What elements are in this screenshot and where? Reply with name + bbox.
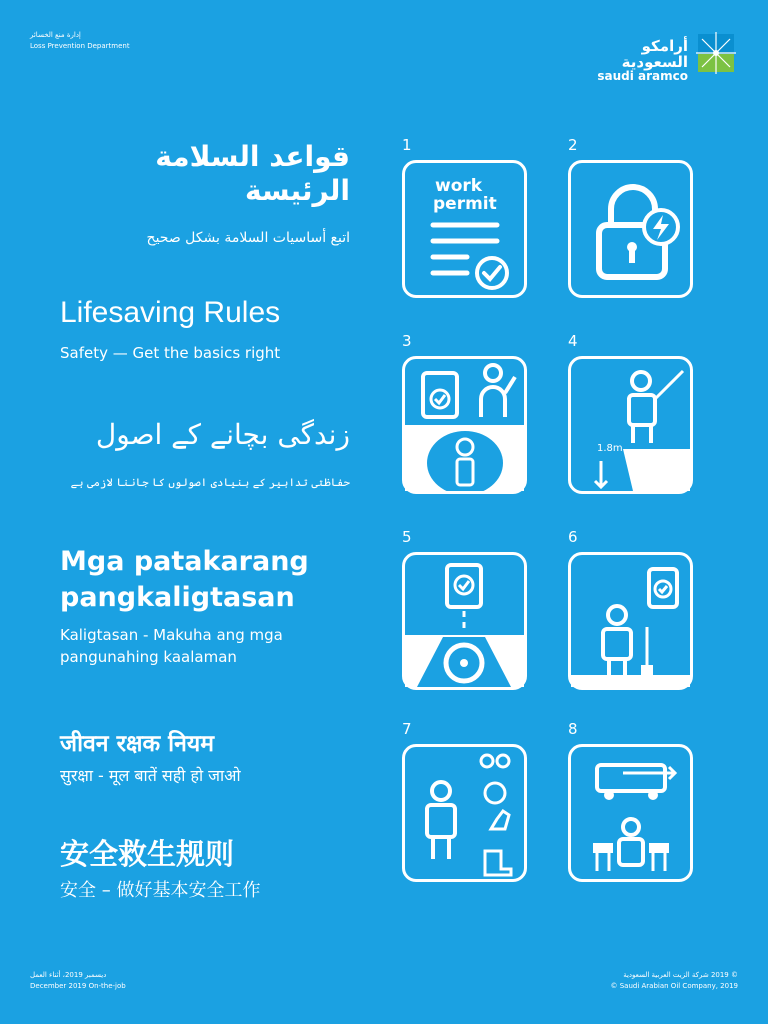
logo-english: saudi aramco xyxy=(597,69,688,83)
rule-tile-work-at-height xyxy=(568,356,693,494)
hindi-subtitle: सुरक्षा - मूल बातें सही हो जाओ xyxy=(60,766,241,785)
ppe-icon xyxy=(405,747,524,879)
lockout-icon xyxy=(571,163,690,295)
aramco-logo xyxy=(596,30,738,83)
department-english: Loss Prevention Department xyxy=(30,42,130,50)
hindi-title: जीवन रक्षक नियम xyxy=(60,731,214,757)
rule-tile-work-permit xyxy=(402,160,527,298)
lifting-barricade-icon xyxy=(571,747,690,879)
footer-copyright-arabic: © 2019 شركة الزيت العربية السعودية xyxy=(623,971,738,979)
rule-tile-driving xyxy=(402,552,527,690)
department-label xyxy=(30,30,130,52)
english-subtitle: Safety — Get the basics right xyxy=(60,344,281,362)
excavation-icon xyxy=(571,555,690,687)
tagalog-title: Mga patakarang pangkaligtasan xyxy=(60,546,309,613)
rule-number: 7 xyxy=(402,720,412,738)
arabic-subtitle: اتبع أساسيات السلامة بشكل صحيح xyxy=(146,230,350,246)
confined-space-icon xyxy=(405,359,524,491)
english-title: Lifesaving Rules xyxy=(60,296,281,329)
work-permit-icon xyxy=(405,163,524,295)
tagalog-subtitle: Kaligtasan - Makuha ang mga pangunahing kaalaman xyxy=(60,626,283,666)
height-label: 1.8m xyxy=(597,443,623,454)
permit-word-1: work xyxy=(435,176,483,196)
footer-copyright xyxy=(611,970,739,992)
rule-tile-ppe xyxy=(402,744,527,882)
chinese-title: 安全救生规则 xyxy=(60,837,235,871)
rule-number: 5 xyxy=(402,528,412,546)
rule-tile-confined-space xyxy=(402,356,527,494)
department-arabic: إدارة منع الخسائر xyxy=(30,31,81,39)
rule-number: 8 xyxy=(568,720,578,738)
rule-number: 1 xyxy=(402,136,412,154)
rule-number: 3 xyxy=(402,332,412,350)
footer-date-english: December 2019 On-the-job xyxy=(30,982,126,990)
permit-word-2: permit xyxy=(433,194,497,214)
rule-tile-lockout xyxy=(568,160,693,298)
rule-number: 6 xyxy=(568,528,578,546)
work-at-height-icon xyxy=(571,359,690,491)
rule-number: 4 xyxy=(568,332,578,350)
chinese-subtitle: 安全 – 做好基本安全工作 xyxy=(60,880,261,901)
logo-arabic: أرامكو السعودية xyxy=(621,37,688,71)
rule-tile-lifting-barricade xyxy=(568,744,693,882)
rule-number: 2 xyxy=(568,136,578,154)
urdu-title: زندگی بچانے کے اصول xyxy=(95,418,350,451)
urdu-subtitle: حفاظتی تدابیر کے بنیادی اصولوں کا جاننا لازمی ہے xyxy=(70,476,350,489)
aramco-star-icon xyxy=(694,30,738,76)
footer-date-arabic: ديسمبر 2019، أثناء العمل xyxy=(30,971,107,979)
rule-tile-excavation xyxy=(568,552,693,690)
footer-date xyxy=(30,970,126,992)
driving-icon xyxy=(405,555,524,687)
footer-copyright-english: © Saudi Arabian Oil Company, 2019 xyxy=(610,982,738,990)
arabic-title: قواعد السلامة الرئيسة xyxy=(155,140,350,207)
